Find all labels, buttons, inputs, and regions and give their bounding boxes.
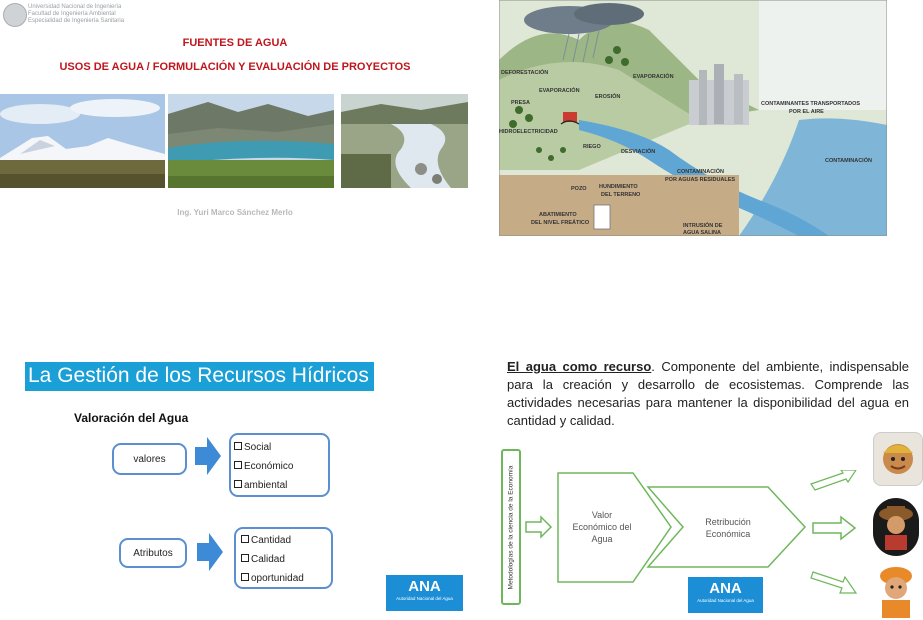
label-deforestacion: DEFORESTACIÓN [501, 70, 549, 76]
university-name: Universidad Nacional de Ingeniería Facultad de Ingeniería Ambiental Especialidad de Ingeniería Sanitaria [28, 4, 125, 24]
label-evaporacion-right: EVAPORACIÓN [633, 74, 674, 80]
water-cycle-illustration [499, 0, 887, 236]
ana-logo: ANA Autoridad Nacional del Agua [386, 575, 463, 611]
label-contaminacion-ar-2: POR AGUAS RESIDUALES [665, 177, 736, 183]
label-abatimiento-1: ABATIMIENTO [539, 212, 577, 218]
photo-river-stream [341, 94, 468, 188]
list-item: Económico [234, 457, 328, 476]
slide3-title: La Gestión de los Recursos Hídricos [25, 362, 374, 391]
label-hundimiento-2: DEL TERRENO [601, 192, 641, 198]
slide4-paragraph: El agua como recurso. Componente del ambiente, indispensable para la creación y desarrollo de ecosistemas. Comprende las actividades necesarias para mantener la disponibilidad del agua en cantidad y calidad. [507, 359, 909, 428]
label-hidroelectricidad: HIDROELECTRICIDAD [499, 129, 558, 135]
label-contaminacion-ar-1: CONTAMINACIÓN [677, 169, 724, 175]
author-name: Ing. Yuri Marco Sánchez Merlo [177, 208, 293, 217]
label-desviacion: DESVIACIÓN [621, 149, 656, 155]
label-pozo: POZO [571, 186, 587, 192]
label-hundimiento-1: HUNDIMIENTO [599, 184, 638, 190]
slide3-subtitle: Valoración del Agua [74, 411, 189, 425]
label-contaminacion: CONTAMINACIÓN [825, 158, 872, 164]
label-abatimiento-2: DEL NIVEL FREÁTICO [531, 220, 590, 226]
character-farmer-icon [873, 498, 919, 556]
valores-list [229, 433, 330, 497]
arrow-right-icon [197, 533, 223, 571]
label-evaporacion-left: EVAPORACIÓN [539, 88, 580, 94]
chevron-valor-label: Valor Económico del Agua [572, 510, 632, 544]
label-contaminantes-2: POR EL AIRE [789, 109, 824, 115]
slide1-subtitle: USOS DE AGUA / FORMULACIÓN Y EVALUACIÓN DE PROYECTOS [59, 61, 411, 73]
chevron-retribucion-label: Retribución Económica [705, 517, 751, 539]
list-item: ambiental [234, 476, 328, 495]
vertical-label: Metodologías de la ciencia de la Economía [507, 465, 515, 589]
valores-box: valores [112, 443, 187, 475]
university-seal [3, 3, 27, 27]
character-face-icon [873, 432, 923, 486]
slide1-title: FUENTES DE AGUA [182, 37, 288, 49]
label-riego: RIEGO [583, 144, 601, 150]
label-contaminantes-1: CONTAMINANTES TRANSPORTADOS [761, 101, 861, 107]
label-erosion: EROSIÓN [595, 94, 621, 100]
atributos-box: Atributos [119, 538, 187, 568]
label-presa: PRESA [511, 100, 530, 106]
list-item: Calidad [241, 550, 331, 569]
ana-logo: ANA Autoridad Nacional del Agua [688, 577, 763, 613]
photo-snow-mountains [0, 94, 165, 188]
photo-mountain-lake [168, 94, 334, 188]
label-intrusion-2: AGUA SALINA [683, 230, 721, 236]
list-item: oportunidad [241, 569, 331, 588]
atributos-list [234, 527, 333, 589]
arrow-right-icon [195, 437, 221, 475]
list-item: Cantidad [241, 531, 331, 550]
label-intrusion-1: INTRUSIÓN DE [683, 223, 723, 229]
character-worker-icon [868, 560, 923, 620]
list-item: Social [234, 438, 328, 457]
